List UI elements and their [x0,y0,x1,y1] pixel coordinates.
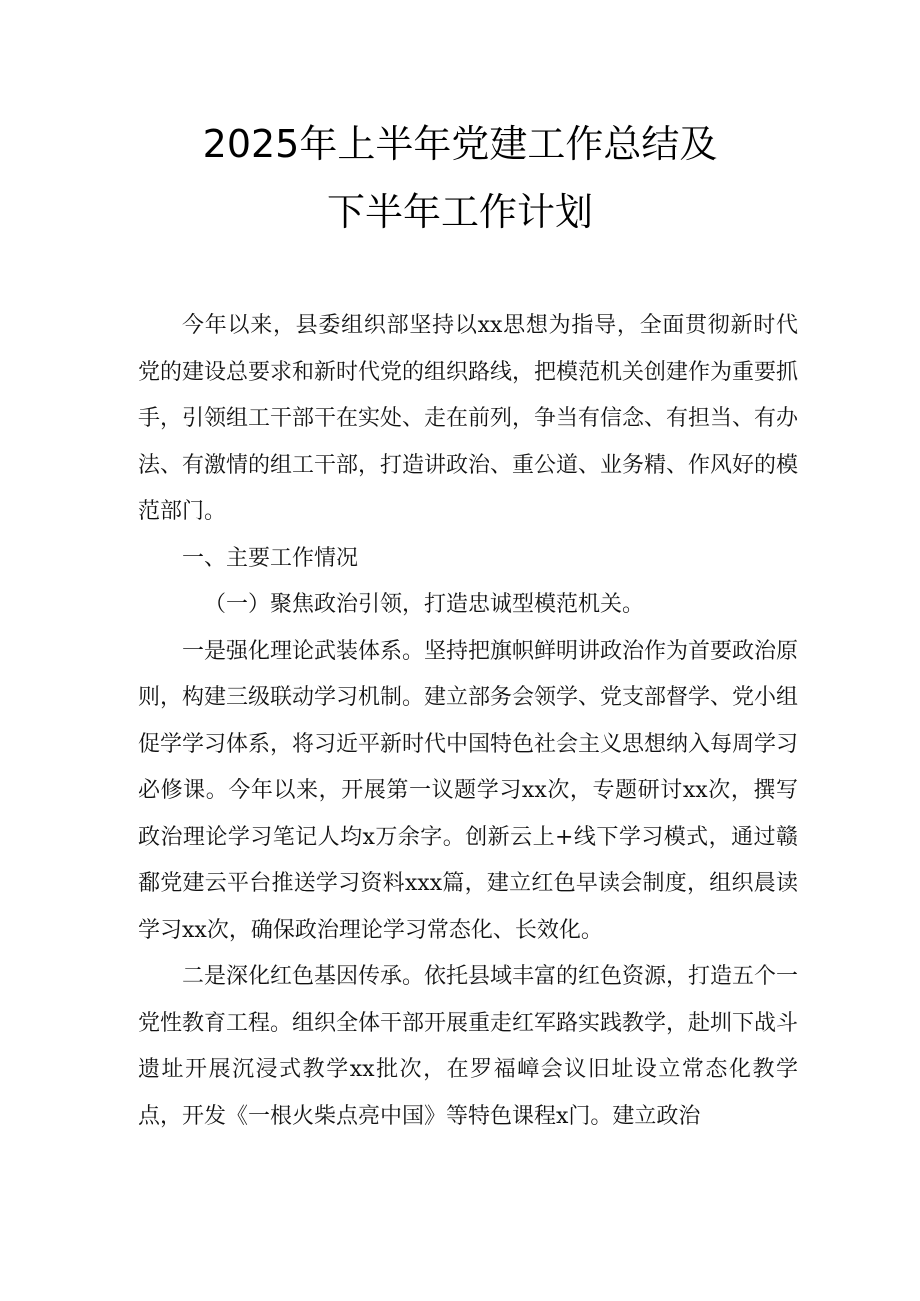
intro-paragraph: 今年以来，县委组织部坚持以xx思想为指导，全面贯彻新时代党的建设总要求和新时代党的组织路线，把模范机关创建作为重要抓手，引领组工干部干在实处、走在前列，争当有信念、有担当、有办法、有激情的组工干部，打造讲政治、重公道、业务精、作风好的模范部门。 [138,313,799,524]
body-paragraph-2: 二是深化红色基因传承。依托县域丰富的红色资源，打造五个一党性教育工程。组织全体干部开展重走红军路实践教学，赴圳下战斗遗址开展沉浸式教学xx批次，在罗福嶂会议旧址设立常态化教学点，开发《一根火柴点亮中国》等特色课程x门。建立政治 [138,964,799,1129]
document-body [138,303,798,1140]
body-paragraph-1: 一是强化理论武装体系。坚持把旗帜鲜明讲政治作为首要政治原则，构建三级联动学习机制。建立部务会领学、党支部督学、党小组促学学习体系，将习近平新时代中国特色社会主义思想纳入每周学习必修课。今年以来，开展第一议题学习xx次，专题研讨xx次，撰写政治理论学习笔记人均x万余字。创新云上+线下学习模式，通过赣鄱党建云平台推送学习资料xxx篇，建立红色早读会制度，组织晨读学习xx次，确保政治理论学习常态化、长效化。 [138,638,799,943]
subsection-heading: （一）聚焦政治引领，打造忠诚型模范机关。 [204,592,645,617]
section-heading: 一、主要工作情况 [182,545,359,571]
document-title-line-2: 下半年工作计划 [326,190,593,234]
document-title-line-1: 2025年上半年党建工作总结及 [202,122,718,166]
